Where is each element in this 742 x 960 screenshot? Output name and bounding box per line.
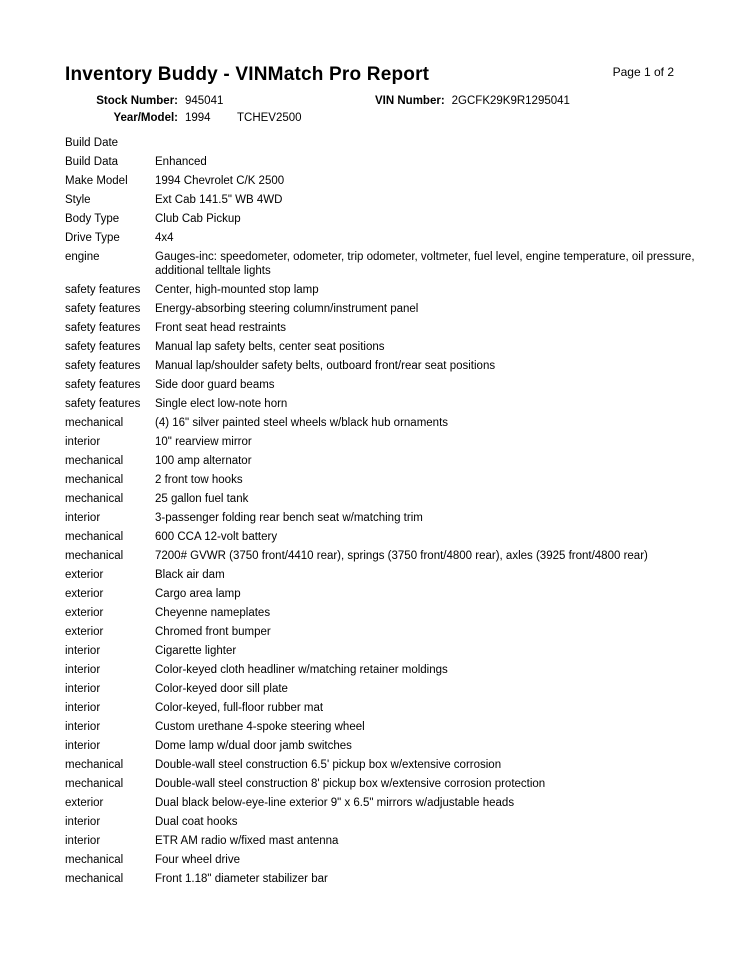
feature-category: interior xyxy=(65,436,101,448)
feature-row xyxy=(65,682,700,696)
feature-category: interior xyxy=(65,816,101,828)
feature-description: Cargo area lamp xyxy=(155,588,241,600)
feature-category: safety features xyxy=(65,303,141,315)
feature-category: Style xyxy=(65,194,91,206)
feature-description: Cigarette lighter xyxy=(155,645,237,657)
feature-category: mechanical xyxy=(65,417,124,429)
feature-description: Dual coat hooks xyxy=(155,816,238,828)
feature-row xyxy=(65,777,700,791)
feature-description: Center, high-mounted stop lamp xyxy=(155,284,319,296)
page-indicator: Page 1 of 2 xyxy=(612,65,674,79)
feature-row xyxy=(65,701,700,715)
feature-category: Body Type xyxy=(65,213,120,225)
feature-category: mechanical xyxy=(65,474,124,486)
feature-category: interior xyxy=(65,512,101,524)
feature-category: interior xyxy=(65,664,101,676)
feature-row xyxy=(65,625,700,639)
feature-description: Gauges-inc: speedometer, odometer, trip odometer, voltmeter, fuel level, engine temperature, oil pressure, additional telltale lights xyxy=(155,251,695,277)
feature-description: 3-passenger folding rear bench seat w/matching trim xyxy=(155,512,423,524)
feature-category: Build Data xyxy=(65,156,119,168)
feature-row xyxy=(65,321,700,335)
feature-row xyxy=(65,340,700,354)
feature-row xyxy=(65,359,700,373)
report-header xyxy=(0,0,742,86)
stock-number-value: 945041 xyxy=(185,95,224,107)
feature-category: mechanical xyxy=(65,778,124,790)
feature-row xyxy=(65,283,700,297)
feature-row xyxy=(65,155,700,169)
feature-category: interior xyxy=(65,740,101,752)
feature-description: Dual black below-eye-line exterior 9" x 6.5" mirrors w/adjustable heads xyxy=(155,797,515,809)
feature-row xyxy=(65,815,700,829)
vin-group xyxy=(375,93,570,110)
summary-row-1 xyxy=(65,93,742,110)
feature-description: Side door guard beams xyxy=(155,379,275,391)
feature-row xyxy=(65,416,700,430)
feature-description: Color-keyed door sill plate xyxy=(155,683,288,695)
feature-category: interior xyxy=(65,835,101,847)
feature-row xyxy=(65,872,700,886)
feature-description: 100 amp alternator xyxy=(155,455,252,467)
feature-description: Four wheel drive xyxy=(155,854,241,866)
vehicle-summary xyxy=(0,93,742,127)
feature-row xyxy=(65,492,700,506)
vin-number-label: VIN Number: xyxy=(375,95,445,107)
year-value: 1994 xyxy=(185,112,211,124)
model-code-value: TCHEV2500 xyxy=(237,112,302,124)
feature-description: Ext Cab 141.5" WB 4WD xyxy=(155,194,283,206)
feature-row xyxy=(65,231,700,245)
feature-category: safety features xyxy=(65,398,141,410)
feature-row xyxy=(65,435,700,449)
feature-category: mechanical xyxy=(65,759,124,771)
feature-category: interior xyxy=(65,721,101,733)
feature-category: safety features xyxy=(65,360,141,372)
feature-category: safety features xyxy=(65,322,141,334)
feature-description: Color-keyed cloth headliner w/matching retainer moldings xyxy=(155,664,448,676)
feature-description: Front 1.18" diameter stabilizer bar xyxy=(155,873,328,885)
feature-category: safety features xyxy=(65,284,141,296)
feature-description: Cheyenne nameplates xyxy=(155,607,271,619)
feature-category: exterior xyxy=(65,797,104,809)
feature-description: Black air dam xyxy=(155,569,225,581)
feature-row xyxy=(65,663,700,677)
feature-description: Double-wall steel construction 6.5' pickup box w/extensive corrosion xyxy=(155,759,502,771)
feature-category: engine xyxy=(65,251,100,263)
feature-description: Enhanced xyxy=(155,156,207,168)
feature-category: mechanical xyxy=(65,854,124,866)
feature-row xyxy=(65,644,700,658)
feature-row xyxy=(65,454,700,468)
feature-description: 600 CCA 12-volt battery xyxy=(155,531,278,543)
feature-row xyxy=(65,796,700,810)
feature-description: 1994 Chevrolet C/K 2500 xyxy=(155,175,285,187)
feature-description: 2 front tow hooks xyxy=(155,474,243,486)
feature-description: 4x4 xyxy=(155,232,174,244)
feature-description: Manual lap/shoulder safety belts, outboard front/rear seat positions xyxy=(155,360,496,372)
feature-row xyxy=(65,568,700,582)
feature-description: Manual lap safety belts, center seat positions xyxy=(155,341,385,353)
feature-description: Custom urethane 4-spoke steering wheel xyxy=(155,721,365,733)
feature-row xyxy=(65,739,700,753)
feature-row xyxy=(65,758,700,772)
feature-row xyxy=(65,136,700,150)
vin-number-value: 2GCFK29K9R1295041 xyxy=(451,95,570,107)
feature-category: mechanical xyxy=(65,873,124,885)
feature-row xyxy=(65,302,700,316)
feature-category: mechanical xyxy=(65,531,124,543)
feature-category: exterior xyxy=(65,569,104,581)
year-model-value xyxy=(185,110,302,127)
feature-description: ETR AM radio w/fixed mast antenna xyxy=(155,835,339,847)
feature-description: Color-keyed, full-floor rubber mat xyxy=(155,702,324,714)
feature-category: Drive Type xyxy=(65,232,120,244)
summary-row-2 xyxy=(65,110,742,127)
feature-description: Chromed front bumper xyxy=(155,626,271,638)
feature-description: Dome lamp w/dual door jamb switches xyxy=(155,740,352,752)
feature-row xyxy=(65,397,700,411)
feature-category: mechanical xyxy=(65,550,124,562)
feature-description: 25 gallon fuel tank xyxy=(155,493,249,505)
stock-number-label: Stock Number: xyxy=(96,95,178,107)
feature-category: mechanical xyxy=(65,455,124,467)
feature-row xyxy=(65,511,700,525)
feature-description: Front seat head restraints xyxy=(155,322,287,334)
feature-row xyxy=(65,606,700,620)
feature-description: Energy-absorbing steering column/instrument panel xyxy=(155,303,419,315)
feature-description: Double-wall steel construction 8' pickup box w/extensive corrosion protection xyxy=(155,778,546,790)
feature-description: 7200# GVWR (3750 front/4410 rear), springs (3750 front/4800 rear), axles (3925 front/4800 rear) xyxy=(155,550,648,562)
feature-category: interior xyxy=(65,645,101,657)
feature-description: Single elect low-note horn xyxy=(155,398,288,410)
feature-row xyxy=(65,473,700,487)
feature-row xyxy=(65,193,700,207)
feature-description: 10" rearview mirror xyxy=(155,436,252,448)
feature-category: exterior xyxy=(65,626,104,638)
feature-category: Build Date xyxy=(65,137,119,149)
feature-category: mechanical xyxy=(65,493,124,505)
feature-category: exterior xyxy=(65,607,104,619)
feature-row xyxy=(65,720,700,734)
feature-row xyxy=(65,250,700,278)
feature-row xyxy=(65,530,700,544)
feature-description: (4) 16" silver painted steel wheels w/black hub ornaments xyxy=(155,417,449,429)
page-title: Inventory Buddy - VINMatch Pro Report xyxy=(65,64,430,85)
feature-row xyxy=(65,174,700,188)
feature-row xyxy=(65,853,700,867)
feature-description xyxy=(155,136,700,150)
feature-row xyxy=(65,549,700,563)
feature-list xyxy=(0,136,742,886)
feature-category: Make Model xyxy=(65,175,128,187)
feature-row xyxy=(65,212,700,226)
feature-category: exterior xyxy=(65,588,104,600)
feature-row xyxy=(65,378,700,392)
feature-row xyxy=(65,587,700,601)
feature-category: interior xyxy=(65,702,101,714)
feature-category: safety features xyxy=(65,341,141,353)
feature-category: interior xyxy=(65,683,101,695)
year-model-label: Year/Model: xyxy=(113,112,178,124)
feature-row xyxy=(65,834,700,848)
feature-category: safety features xyxy=(65,379,141,391)
feature-description: Club Cab Pickup xyxy=(155,213,241,225)
